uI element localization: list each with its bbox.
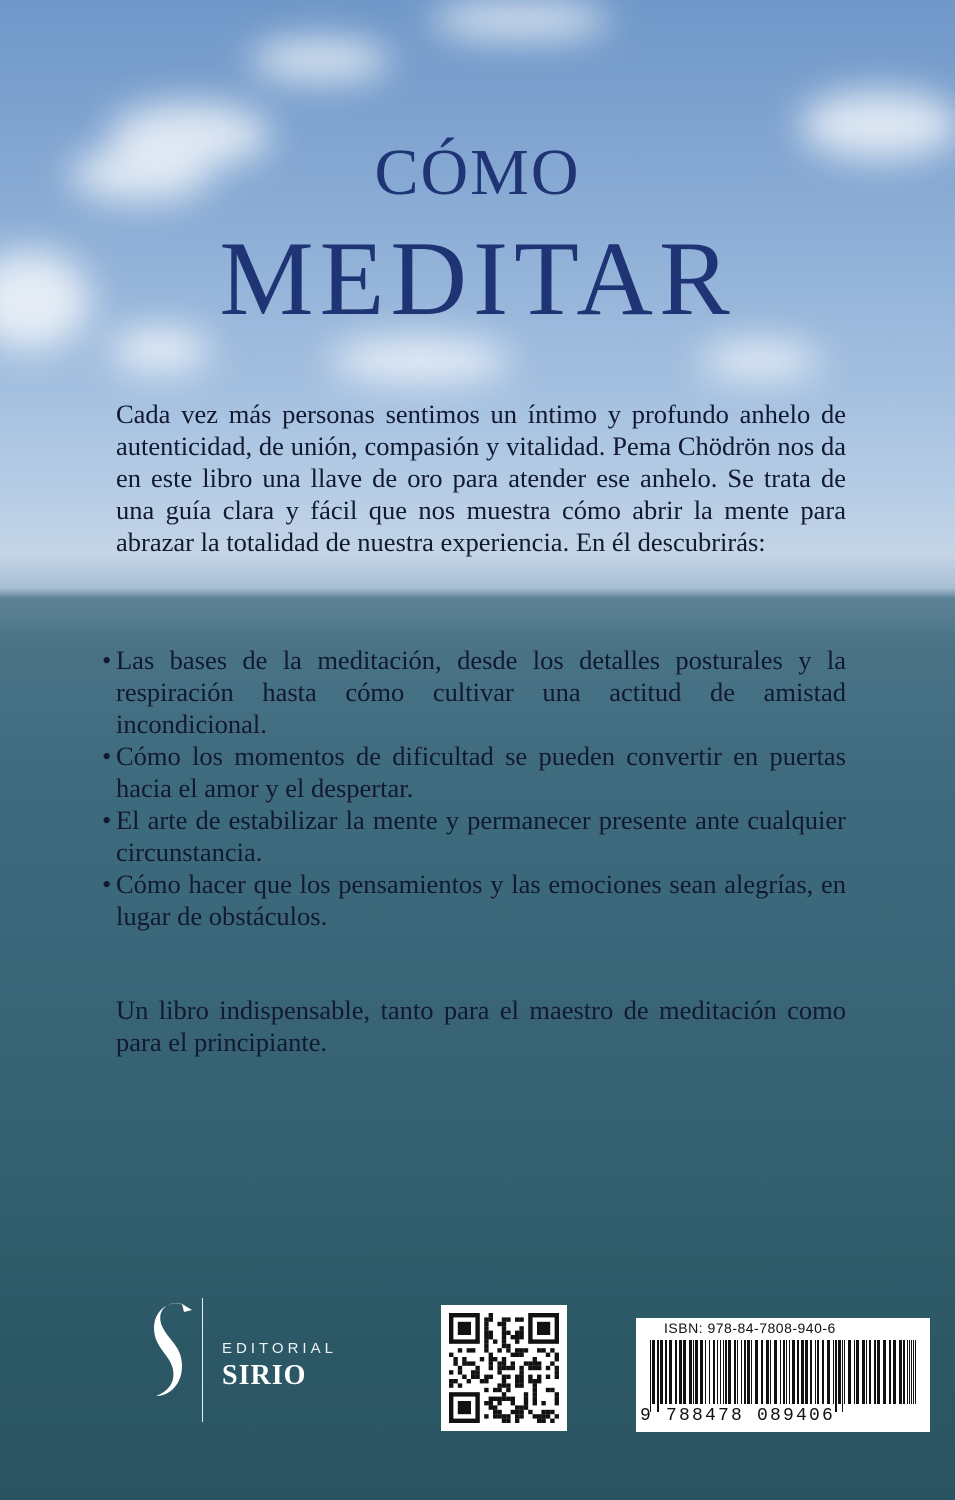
list-item-text: Cómo los momentos de dificultad se pueden convertir en puertas hacia el amor y el despertar. <box>116 741 846 803</box>
title-line-2: MEDITAR <box>219 220 736 337</box>
list-item-text: Cómo hacer que los pensamientos y las emociones sean alegrías, en lugar de obstáculos. <box>116 869 846 931</box>
qr-code <box>441 1305 567 1431</box>
bullet-dot: • <box>102 741 112 771</box>
publisher-line-2: SIRIO <box>222 1360 307 1391</box>
title-line-1: CÓMO <box>374 136 581 209</box>
list-item <box>102 740 846 804</box>
publisher-line-1: EDITORIAL <box>222 1340 337 1357</box>
list-item <box>102 644 846 740</box>
list-item <box>102 804 846 868</box>
closing-paragraph: Un libro indispensable, tanto para el maestro de meditación como para el principiante. <box>116 995 846 1057</box>
barcode-digits: 9 788478 089406 <box>640 1406 836 1426</box>
list-item-text: Las bases de la meditación, desde los detalles posturales y la respiración hasta cómo cultivar una actitud de amistad incondicional. <box>116 645 846 739</box>
isbn-label: ISBN: 978-84-7808-940-6 <box>664 1320 836 1336</box>
list-item-text: El arte de estabilizar la mente y permanecer presente ante cualquier circunstancia. <box>116 805 846 867</box>
bullet-dot: • <box>102 805 112 835</box>
swan-s-logo-icon <box>152 1300 192 1400</box>
list-item <box>102 868 846 932</box>
bullet-list <box>102 644 846 932</box>
bullet-dot: • <box>102 645 112 675</box>
intro-paragraph: Cada vez más personas sentimos un íntimo y profundo anhelo de autenticidad, de unión, compasión y vitalidad. Pema Chödrön nos da en este libro una llave de oro para atender ese anhelo. Se trata de una guía clara y fácil que nos muestra cómo abrir la mente para abrazar la totalidad de nuestra experiencia. En él descubrirás: <box>116 399 846 557</box>
logo-divider <box>202 1298 203 1422</box>
bullet-dot: • <box>102 869 112 899</box>
